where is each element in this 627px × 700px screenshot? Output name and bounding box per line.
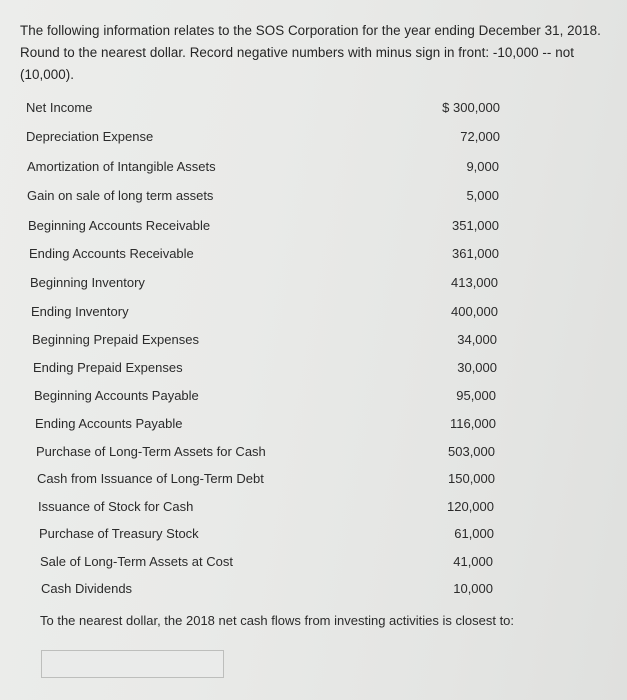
question-text: To the nearest dollar, the 2018 net cash flows from investing activities is closest to:: [40, 613, 515, 628]
item-value: 10,000: [453, 581, 493, 596]
item-label: Issuance of Stock for Cash: [38, 499, 194, 514]
item-value: 72,000: [460, 129, 500, 144]
intro-text: The following information relates to the SOS Corporation for the year ending December 31, 2018. Round to the nearest dollar. Record negative numbers with minus sign in front: -10,000 -- not (10,000).: [20, 23, 601, 82]
item-label: Ending Accounts Payable: [35, 416, 183, 431]
item-value: $ 300,000: [442, 100, 500, 115]
item-label: Gain on sale of long term assets: [27, 188, 214, 203]
list-item: [26, 129, 500, 149]
item-value: 116,000: [449, 416, 496, 431]
list-item: [37, 471, 495, 491]
list-item: [41, 581, 493, 601]
item-value: 351,000: [452, 218, 499, 233]
item-value: 400,000: [451, 304, 498, 319]
item-label: Sale of Long-Term Assets at Cost: [40, 554, 233, 569]
item-label: Beginning Accounts Receivable: [28, 218, 211, 233]
item-value: 61,000: [454, 526, 494, 541]
list-item: [40, 554, 493, 574]
item-label: Ending Accounts Receivable: [29, 246, 194, 261]
list-item: [27, 159, 499, 179]
item-value: 150,000: [448, 471, 495, 486]
list-item: [36, 444, 495, 464]
item-value: 30,000: [457, 360, 497, 375]
item-label: Depreciation Expense: [26, 129, 154, 144]
item-value: 120,000: [447, 499, 494, 514]
item-label: Cash Dividends: [41, 581, 133, 596]
item-value: 361,000: [452, 246, 499, 261]
item-label: Purchase of Long-Term Assets for Cash: [36, 444, 266, 459]
list-item: [39, 526, 494, 546]
item-label: Purchase of Treasury Stock: [39, 526, 199, 541]
item-value: 34,000: [457, 332, 497, 347]
list-item: [35, 416, 496, 436]
list-item: [38, 499, 494, 519]
list-item: [29, 246, 499, 266]
item-label: Ending Prepaid Expenses: [33, 360, 183, 375]
list-item: [31, 304, 498, 324]
item-label: Net Income: [26, 100, 93, 115]
list-item: [27, 188, 499, 208]
item-label: Ending Inventory: [31, 304, 129, 319]
item-label: Beginning Prepaid Expenses: [32, 332, 199, 347]
item-value: 41,000: [453, 554, 493, 569]
answer-input[interactable]: [41, 650, 224, 678]
list-item: [34, 388, 496, 408]
item-label: Cash from Issuance of Long-Term Debt: [37, 471, 264, 486]
item-value: 413,000: [451, 275, 498, 290]
list-item: [26, 100, 500, 120]
item-label: Beginning Accounts Payable: [34, 388, 199, 403]
item-value: 5,000: [466, 188, 499, 203]
item-value: 9,000: [466, 159, 499, 174]
item-value: 95,000: [456, 388, 496, 403]
item-label: Beginning Inventory: [30, 275, 145, 290]
item-label: Amortization of Intangible Assets: [27, 159, 216, 174]
list-item: [32, 332, 497, 352]
list-item: [28, 218, 499, 238]
item-value: 503,000: [448, 444, 495, 459]
list-item: [30, 275, 498, 295]
list-item: [33, 360, 497, 380]
